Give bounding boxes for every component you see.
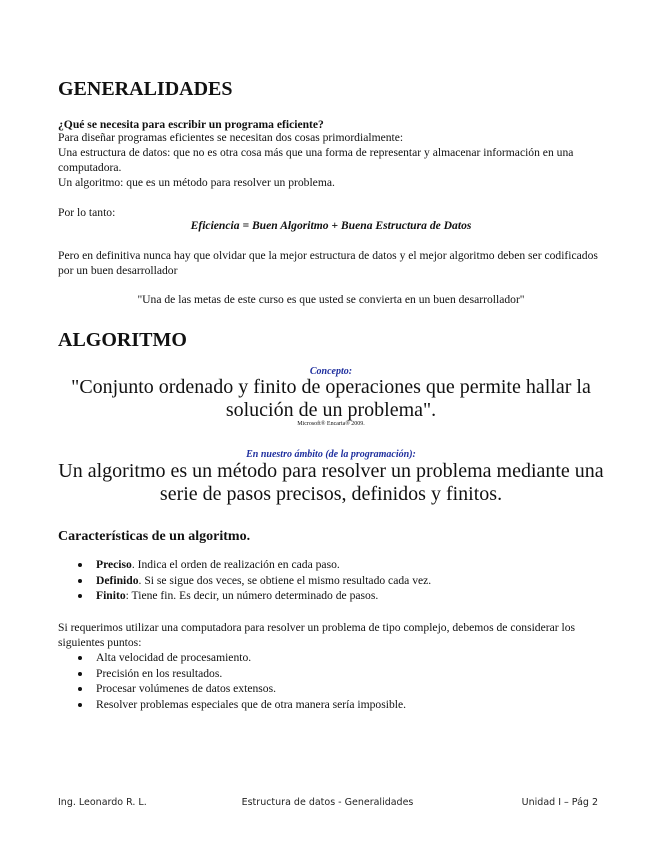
computer-intro-paragraph: Si requerimos utilizar una computadora para resolver un problema de tipo complejo, debemos de considerar los siguientes puntos: [58, 621, 576, 649]
features-list [58, 557, 604, 604]
scope-label: En nuestro ámbito (de la programación): [246, 449, 416, 460]
feature-text: : Tiene fin. Es decir, un número determinado de pasos. [125, 589, 379, 602]
feature-term: Preciso [96, 558, 132, 571]
concept-source: Microsoft® Encarta® 2009. [297, 421, 365, 427]
scope-definition: Un algoritmo es un método para resolver un problema mediante una serie de pasos precisos, definidos y finitos. [58, 460, 604, 505]
efficiency-formula: Eficiencia = Buen Algoritmo + Buena Estructura de Datos [190, 219, 472, 232]
point-text: Precisión en los resultados. [96, 666, 223, 680]
feature-text: . Si se sigue dos veces, se obtiene el mismo resultado cada vez. [138, 573, 432, 587]
bullet-icon [78, 563, 82, 567]
course-quote: "Una de las metas de este curso es que usted se convierta en un buen desarrollador" [137, 293, 525, 306]
data-structure-definition: Una estructura de datos: que no es otra cosa más que una forma de representar y almacenar información en una computadora. [58, 146, 574, 174]
therefore-line: Por lo tanto: [58, 206, 116, 219]
bullet-icon [78, 687, 82, 691]
feature-term: Definido [96, 573, 139, 587]
section-heading-algoritmo: ALGORITMO [58, 329, 187, 351]
list-item [58, 557, 604, 573]
bullet-icon [78, 703, 82, 707]
bullet-icon [78, 579, 82, 583]
algorithm-definition: Un algoritmo: que es un método para resolver un problema. [58, 176, 335, 189]
list-item [58, 650, 604, 666]
intro-line: Para diseñar programas eficientes se necesitan dos cosas primordialmente: [58, 131, 404, 144]
conclusion-paragraph: Pero en definitiva nunca hay que olvidar que la mejor estructura de datos y el mejor algoritmo deben ser codificados por un buen desarrollador [58, 249, 598, 277]
features-heading: Características de un algoritmo. [58, 529, 251, 544]
footer-title: Estructura de datos - Generalidades [241, 797, 414, 808]
bullet-icon [78, 594, 82, 598]
point-text: Resolver problemas especiales que de otra manera sería imposible. [96, 697, 407, 711]
concept-label: Concepto: [309, 366, 353, 377]
list-item [58, 588, 604, 604]
list-item [58, 573, 604, 589]
points-list [58, 650, 604, 712]
feature-text: . Indica el orden de realización en cada paso. [131, 558, 340, 571]
point-text: Alta velocidad de procesamiento. [96, 651, 252, 664]
section-heading-generalidades: GENERALIDADES [58, 78, 233, 100]
footer-author: Ing. Leonardo R. L. [58, 797, 147, 808]
concept-definition: "Conjunto ordenado y finito de operaciones que permite hallar la solución de un problema". [71, 376, 591, 421]
question-line: ¿Qué se necesita para escribir un programa eficiente? [58, 118, 324, 131]
list-item [58, 681, 604, 697]
bullet-icon [78, 656, 82, 660]
footer-page-number: Unidad I – Pág 2 [521, 797, 598, 808]
point-text: Procesar volúmenes de datos extensos. [96, 682, 276, 695]
list-item [58, 666, 604, 682]
list-item [58, 697, 604, 713]
feature-term: Finito [96, 589, 126, 602]
bullet-icon [78, 672, 82, 676]
